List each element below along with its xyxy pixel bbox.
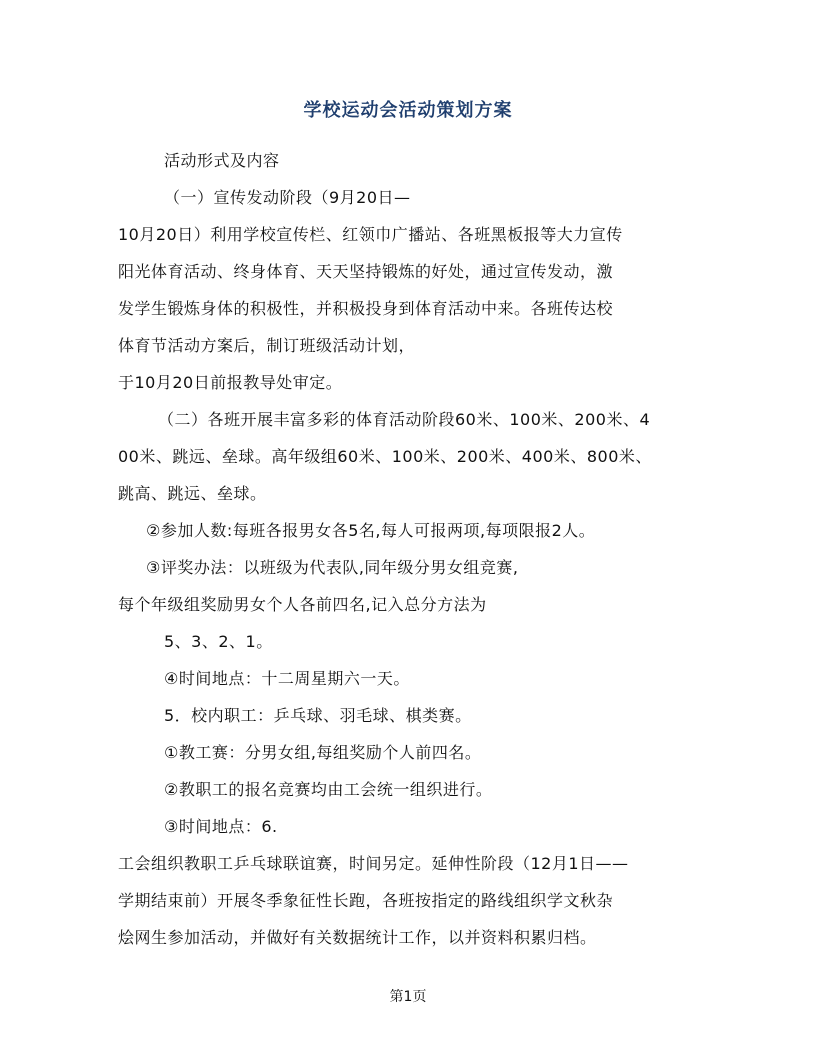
paragraph-line: 烩网生参加活动，并做好有关数据统计工作，以并资料积累归档。 <box>118 928 597 947</box>
paragraph-line: ①教工赛：分男女组,每组奖励个人前四名。 <box>164 743 482 762</box>
paragraph-line: 于10月20日前报教导处审定。 <box>118 373 343 392</box>
paragraph-line: 学期结束前）开展冬季象征性长跑，各班按指定的路线组织学文秋杂 <box>118 891 614 910</box>
paragraph-line: ③评奖办法：以班级为代表队,同年级分男女组竞赛, <box>146 558 519 577</box>
paragraph-line: 体育节活动方案后，制订班级活动计划， <box>118 336 416 355</box>
document-body <box>118 142 698 956</box>
section-heading: 活动形式及内容 <box>164 151 280 170</box>
paragraph-line: ③时间地点：6. <box>164 817 278 836</box>
paragraph-line: 阳光体育活动、终身体育、天天坚持锻炼的好处，通过宣传发动，激 <box>118 262 614 281</box>
paragraph-line: （二）各班开展丰富多彩的体育活动阶段60米、100米、200米、4 <box>158 410 651 429</box>
document-title: 学校运动会活动策划方案 <box>303 100 513 121</box>
paragraph-line: ④时间地点：十二周星期六一天。 <box>164 669 410 688</box>
paragraph-line: （一）宣传发动阶段（9月20日— <box>164 188 411 207</box>
paragraph-line: ②参加人数:每班各报男女各5名,每人可报两项,每项限报2人。 <box>146 521 596 540</box>
paragraph-line: ②教职工的报名竞赛均由工会统一组织进行。 <box>164 780 493 799</box>
paragraph-line: 10月20日）利用学校宣传栏、红领巾广播站、各班黑板报等大力宣传 <box>118 225 623 244</box>
paragraph-line: 5、3、2、1。 <box>164 632 273 651</box>
page-number: 第1页 <box>389 989 427 1005</box>
paragraph-line: 发学生锻炼身体的积极性，并积极投身到体育活动中来。各班传达校 <box>118 299 614 318</box>
paragraph-line: 跳高、跳远、垒球。 <box>118 484 267 503</box>
paragraph-line: 每个年级组奖励男女个人各前四名,记入总分方法为 <box>118 595 487 614</box>
paragraph-line: 工会组织教职工乒乓球联谊赛，时间另定。延伸性阶段（12月1日—— <box>118 854 629 873</box>
paragraph-line: 00米、跳远、垒球。高年级组60米、100米、200米、400米、800米、 <box>118 447 652 466</box>
paragraph-line: 5．校内职工：乒乓球、羽毛球、棋类赛。 <box>164 706 472 725</box>
